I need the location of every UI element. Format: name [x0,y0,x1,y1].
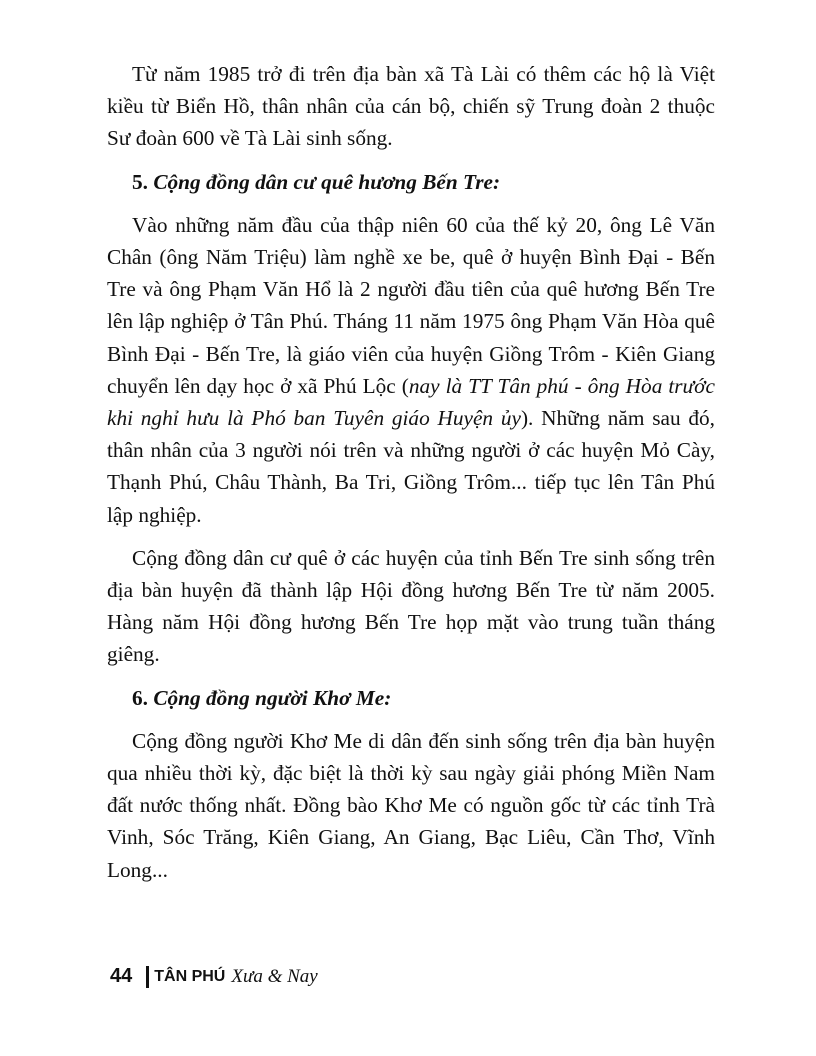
section-heading-khmer [107,682,715,714]
section-number: 5. [132,169,148,194]
paragraph-khmer-community: Cộng đồng người Khơ Me di dân đến sinh sống trên địa bàn huyện qua nhiều thời kỳ, đặc biệt là thời kỳ sau ngày giải phóng Miền Nam đất nước thống nhất. Đồng bào Khơ Me có nguồn gốc từ các tỉnh Trà Vinh, Sóc Trăng, Kiên Giang, An Giang, Bạc Liêu, Cần Thơ, Vĩnh Long... [107,728,715,882]
paragraph-ben-tre-history [107,209,715,531]
section-heading-ben-tre [107,166,715,198]
paragraph-text: ). Những năm sau đó, thân nhân của 3 người nói trên và những người ở các huyện Mỏ Cày, Thạnh Phú, Châu Thành, Ba Tri, Giồng Trôm... tiếp tục lên Tân Phú lập nghiệp. [107,406,715,527]
paragraph-italic-note: nay là TT Tân phú - ông Hòa trước khi nghỉ hưu là Phó ban Tuyên giáo Huyện ủy [107,373,715,431]
book-title: TÂN PHÚ [154,967,226,985]
paragraph-text: Vào những năm đầu của thập niên 60 của thế kỷ 20, ông Lê Văn Chân (ông Năm Triệu) làm nghề xe be, quê ở huyện Bình Đại - Bến Tre và ông Phạm Văn Hổ là 2 người đầu tiên của quê hương Bến Tre lên lập nghiệp ở Tân Phú. Tháng 11 năm 1975 ông Phạm Văn Hòa quê Bình Đại - Bến Tre, là giáo viên của huyện Giồng Trôm - Kiên Giang chuyển lên dạy học ở xã Phú Lộc ( [107,212,715,398]
page-number: 44 [110,965,133,987]
section-number: 6. [132,685,148,710]
book-subtitle: Xưa & Nay [231,965,318,987]
paragraph-ta-lai: Từ năm 1985 trở đi trên địa bàn xã Tà Lài có thêm các hộ là Việt kiều từ Biển Hồ, thân nhân của cán bộ, chiến sỹ Trung đoàn 2 thuộc Sư đoàn 600 về Tà Lài sinh sống. [107,62,715,151]
page-footer [110,965,318,988]
footer-divider [146,966,149,988]
section-title: Cộng đồng dân cư quê hương Bến Tre: [153,169,501,194]
paragraph-ben-tre-association: Cộng đồng dân cư quê ở các huyện của tỉnh Bến Tre sinh sống trên địa bàn huyện đã thành lập Hội đồng hương Bến Tre từ năm 2005. Hàng năm Hội đồng hương Bến Tre họp mặt vào trung tuần tháng giêng. [107,545,715,667]
section-title: Cộng đồng người Khơ Me: [153,685,392,710]
page-body [107,58,715,897]
